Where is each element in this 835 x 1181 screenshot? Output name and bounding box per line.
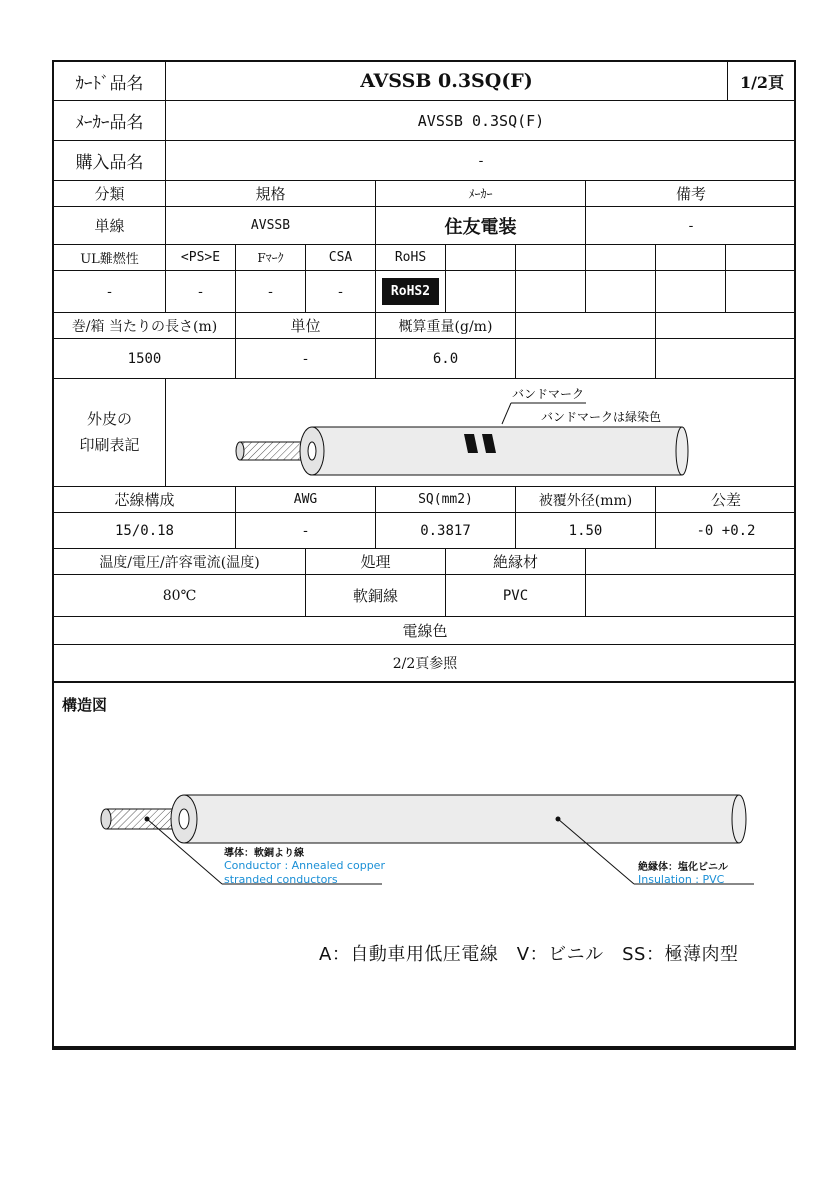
cert-blank-value <box>516 271 586 313</box>
outer-diameter-value: 1.50 <box>516 513 656 549</box>
card-name-value: AVSSB 0.3SQ(F) <box>166 62 728 101</box>
cert-blank-header <box>726 245 796 271</box>
insulation-label-jp: 絶縁体：塩化ビニル <box>638 862 728 873</box>
pse-value: - <box>166 271 236 313</box>
spec-sheet <box>52 60 796 1050</box>
remarks-value: - <box>586 207 796 245</box>
insulation-header: 絶縁材 <box>446 549 586 575</box>
cert-blank-header <box>516 245 586 271</box>
temp-blank-header <box>586 549 796 575</box>
insulation-label-en: Insulation : PVC <box>638 873 725 886</box>
cert-blank-value <box>446 271 516 313</box>
f-mark-header: Fﾏｰｸ <box>236 245 306 271</box>
standard-header: 規格 <box>166 181 376 207</box>
length-header: 巻/箱 当たりの長さ(m) <box>54 313 236 339</box>
length-blank-value <box>516 339 656 379</box>
conductor-label-en2: stranded conductors <box>224 873 338 886</box>
treatment-header: 処理 <box>306 549 446 575</box>
band-mark-note: バンドマークは緑染色 <box>541 409 662 424</box>
abbreviation-legend: A：自動車用低圧電線 V：ビニル SS：極薄肉型 <box>319 944 739 965</box>
sq-header: SQ(mm2) <box>376 487 516 513</box>
maker-name-label: ﾒｰｶｰ品名 <box>54 101 166 141</box>
print-diagram-cell <box>166 379 796 487</box>
print-label <box>54 379 166 487</box>
treatment-value: 軟銅線 <box>306 575 446 617</box>
ul-header: UL難燃性 <box>54 245 166 271</box>
f-mark-value: - <box>236 271 306 313</box>
maker-header: ﾒｰｶｰ <box>376 181 586 207</box>
core-header: 芯線構成 <box>54 487 236 513</box>
print-label-line2: 印刷表記 <box>79 435 140 454</box>
weight-header: 概算重量(g/m) <box>376 313 516 339</box>
wire-color-value: 2/2頁参照 <box>54 645 796 683</box>
unit-value: - <box>236 339 376 379</box>
conductor-end <box>236 442 244 460</box>
temp-blank-value <box>586 575 796 617</box>
pse-header: <PS>E <box>166 245 236 271</box>
core-value: 15/0.18 <box>54 513 236 549</box>
conductor-label-jp: 導体：軟銅より線 <box>224 848 304 859</box>
remarks-header: 備考 <box>586 181 796 207</box>
cert-blank-value <box>656 271 726 313</box>
cert-blank-header <box>586 245 656 271</box>
rohs-header: RoHS <box>376 245 446 271</box>
purchase-name-value: - <box>166 141 796 181</box>
length-blank-header <box>656 313 796 339</box>
csa-value: - <box>306 271 376 313</box>
rohs-badge: RoHS2 <box>382 278 439 305</box>
awg-value: - <box>236 513 376 549</box>
structure-title: 構造図 <box>62 696 108 714</box>
insulation-value: PVC <box>446 575 586 617</box>
tolerance-value: -0 +0.2 <box>656 513 796 549</box>
conductor-end <box>101 809 111 829</box>
card-name-label: ｶｰﾄﾞ品名 <box>54 62 166 101</box>
cable-end <box>732 795 746 843</box>
cert-blank-value <box>726 271 796 313</box>
sq-value: 0.3817 <box>376 513 516 549</box>
ul-value: - <box>54 271 166 313</box>
length-blank-value <box>656 339 796 379</box>
cable-body <box>184 795 739 843</box>
unit-header: 単位 <box>236 313 376 339</box>
cable-body <box>312 427 682 475</box>
weight-value: 6.0 <box>376 339 516 379</box>
cable-end <box>676 427 688 475</box>
wire-color-label: 電線色 <box>54 617 796 645</box>
classification-value: 単線 <box>54 207 166 245</box>
print-label-line1: 外皮の <box>86 410 132 428</box>
tolerance-header: 公差 <box>656 487 796 513</box>
csa-header: CSA <box>306 245 376 271</box>
maker-value: 住友電装 <box>376 207 586 245</box>
band-mark-label: バンドマーク <box>512 386 585 401</box>
rohs-value-cell <box>376 271 446 313</box>
purchase-name-label: 購入品名 <box>54 141 166 181</box>
standard-value: AVSSB <box>166 207 376 245</box>
cert-blank-header <box>446 245 516 271</box>
classification-header: 分類 <box>54 181 166 207</box>
length-value: 1500 <box>54 339 236 379</box>
length-blank-header <box>516 313 656 339</box>
awg-header: AWG <box>236 487 376 513</box>
cert-blank-header <box>656 245 726 271</box>
page-indicator: 1/2頁 <box>728 62 796 101</box>
outer-diameter-header: 被覆外径(mm) <box>516 487 656 513</box>
temperature-value: 80℃ <box>54 575 306 617</box>
maker-name-value: AVSSB 0.3SQ(F) <box>166 101 796 141</box>
conductor-label-en1: Conductor : Annealed copper <box>224 859 385 872</box>
temperature-header: 温度/電圧/許容電流(温度) <box>54 549 306 575</box>
band-mark-diagram <box>166 379 796 487</box>
cert-blank-value <box>586 271 656 313</box>
